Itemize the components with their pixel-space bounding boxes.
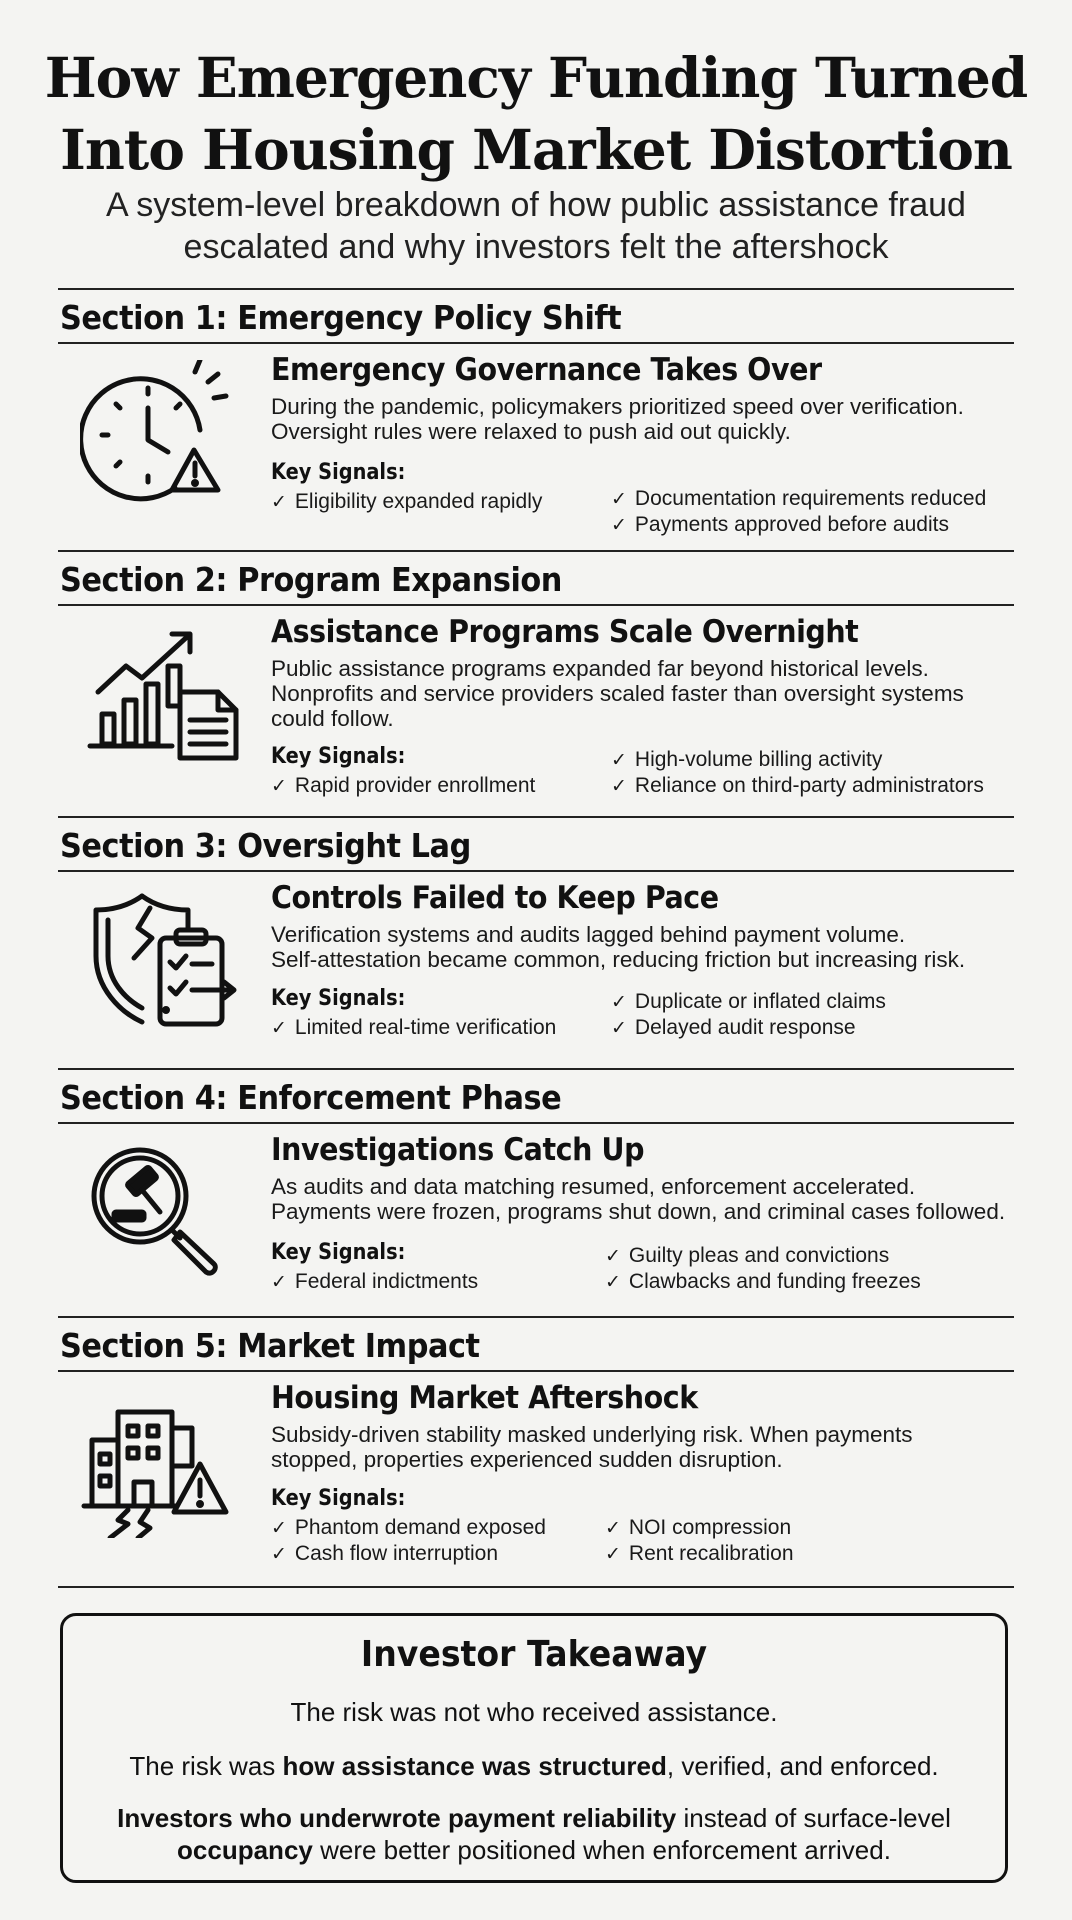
signal-item: ✓ Cash flow interruption xyxy=(271,1542,498,1566)
signal-item: ✓ Rapid provider enrollment xyxy=(271,774,535,798)
section-2 xyxy=(58,550,1014,797)
desc-line: could follow. xyxy=(271,706,394,731)
signal-item: ✓ High-volume billing activity xyxy=(611,748,882,772)
card-title: Assistance Programs Scale Overnight xyxy=(271,614,859,650)
section-header xyxy=(58,1068,1014,1124)
signal-item: ✓ Eligibility expanded rapidly xyxy=(271,490,542,514)
card-title: Emergency Governance Takes Over xyxy=(271,352,822,388)
clock-warning-icon xyxy=(80,360,250,510)
text-run-bold: how assistance was structured xyxy=(282,1751,667,1781)
card-description xyxy=(271,1174,1011,1224)
section-5 xyxy=(58,1316,1014,1565)
takeaway-line-3 xyxy=(63,1802,1005,1834)
section-3 xyxy=(58,816,1014,1039)
key-signals-label: Key Signals: xyxy=(271,460,406,485)
takeaway-line-2 xyxy=(63,1750,1005,1782)
signal-item: ✓ Federal indictments xyxy=(271,1270,478,1294)
investor-takeaway-box xyxy=(60,1613,1008,1883)
section-body xyxy=(58,1122,1014,1332)
desc-line: Subsidy-driven stability masked underlying risk. When payments xyxy=(271,1422,913,1447)
signal-item: ✓ Clawbacks and funding freezes xyxy=(605,1270,921,1294)
subtitle-line-2: escalated and why investors felt the aftershock xyxy=(183,228,889,266)
signal-item: ✓ Reliance on third-party administrators xyxy=(611,774,984,798)
section-body xyxy=(58,342,1014,552)
signal-item: ✓ Guilty pleas and convictions xyxy=(605,1244,889,1268)
key-signals-label: Key Signals: xyxy=(271,1486,406,1511)
section-heading: Section 4: Enforcement Phase xyxy=(60,1078,562,1117)
signal-item: ✓ Payments approved before audits xyxy=(611,513,949,537)
card-description xyxy=(271,394,1011,444)
text-run: The risk was xyxy=(129,1751,283,1781)
subtitle-line-1: A system-level breakdown of how public assistance fraud xyxy=(106,186,966,224)
section-body xyxy=(58,604,1014,814)
text-run-bold: Investors who underwrote payment reliability xyxy=(117,1803,677,1833)
section-header xyxy=(58,550,1014,606)
section-body xyxy=(58,870,1014,1080)
signal-item: ✓ NOI compression xyxy=(605,1516,791,1540)
section-heading: Section 3: Oversight Lag xyxy=(60,826,471,865)
title-line-1: How Emergency Funding Turned xyxy=(44,45,1028,110)
section-heading: Section 5: Market Impact xyxy=(60,1326,480,1365)
desc-line: stopped, properties experienced sudden disruption. xyxy=(271,1447,783,1472)
title-line-2: Into Housing Market Distortion xyxy=(60,117,1012,182)
card-title: Housing Market Aftershock xyxy=(271,1380,698,1416)
desc-line: During the pandemic, policymakers prioritized speed over verification. xyxy=(271,394,964,419)
card-title: Controls Failed to Keep Pace xyxy=(271,880,719,916)
signal-item: ✓ Duplicate or inflated claims xyxy=(611,990,886,1014)
text-run: were better positioned when enforcement arrived. xyxy=(312,1835,891,1865)
signal-item: ✓ Delayed audit response xyxy=(611,1016,856,1040)
takeaway-title: Investor Takeaway xyxy=(360,1634,708,1675)
desc-line: Verification systems and audits lagged behind payment volume. xyxy=(271,922,906,947)
card-description xyxy=(271,656,1011,731)
desc-line: Public assistance programs expanded far beyond historical levels. xyxy=(271,656,929,681)
text-run: instead of surface-level xyxy=(676,1803,951,1833)
desc-line: Payments were frozen, programs shut down, and criminal cases followed. xyxy=(271,1199,1006,1224)
takeaway-line-4 xyxy=(63,1834,1005,1866)
takeaway-line-1: The risk was not who received assistance. xyxy=(290,1697,778,1727)
section-body xyxy=(58,1370,1014,1580)
key-signals-label: Key Signals: xyxy=(271,986,406,1011)
section-4 xyxy=(58,1068,1014,1293)
text-run: , verified, and enforced. xyxy=(666,1751,939,1781)
page-subtitle xyxy=(0,184,1072,268)
card-description xyxy=(271,1422,1011,1472)
section-header xyxy=(58,288,1014,344)
desc-line: Self-attestation became common, reducing friction but increasing risk. xyxy=(271,947,966,972)
card-title: Investigations Catch Up xyxy=(271,1132,645,1168)
desc-line: Nonprofits and service providers scaled faster than oversight systems xyxy=(271,681,964,706)
signal-item: ✓ Phantom demand exposed xyxy=(271,1516,546,1540)
desc-line: As audits and data matching resumed, enforcement accelerated. xyxy=(271,1174,916,1199)
growth-chart-document-icon xyxy=(80,622,250,772)
section-heading: Section 2: Program Expansion xyxy=(60,560,562,599)
section-divider xyxy=(58,1586,1014,1588)
key-signals-label: Key Signals: xyxy=(271,1240,406,1265)
text-run-bold: occupancy xyxy=(177,1835,313,1865)
building-crack-warning-icon xyxy=(80,1388,250,1538)
page-title xyxy=(0,42,1072,186)
magnifier-gavel-icon xyxy=(80,1140,250,1290)
card-description xyxy=(271,922,1011,972)
broken-shield-clipboard-icon xyxy=(80,888,250,1038)
signal-item: ✓ Limited real-time verification xyxy=(271,1016,556,1040)
section-1 xyxy=(58,288,1014,536)
signal-item: ✓ Rent recalibration xyxy=(605,1542,794,1566)
desc-line: Oversight rules were relaxed to push aid out quickly. xyxy=(271,419,791,444)
key-signals-label: Key Signals: xyxy=(271,744,406,769)
section-heading: Section 1: Emergency Policy Shift xyxy=(60,298,622,337)
section-header xyxy=(58,1316,1014,1372)
section-header xyxy=(58,816,1014,872)
signal-item: ✓ Documentation requirements reduced xyxy=(611,487,986,511)
